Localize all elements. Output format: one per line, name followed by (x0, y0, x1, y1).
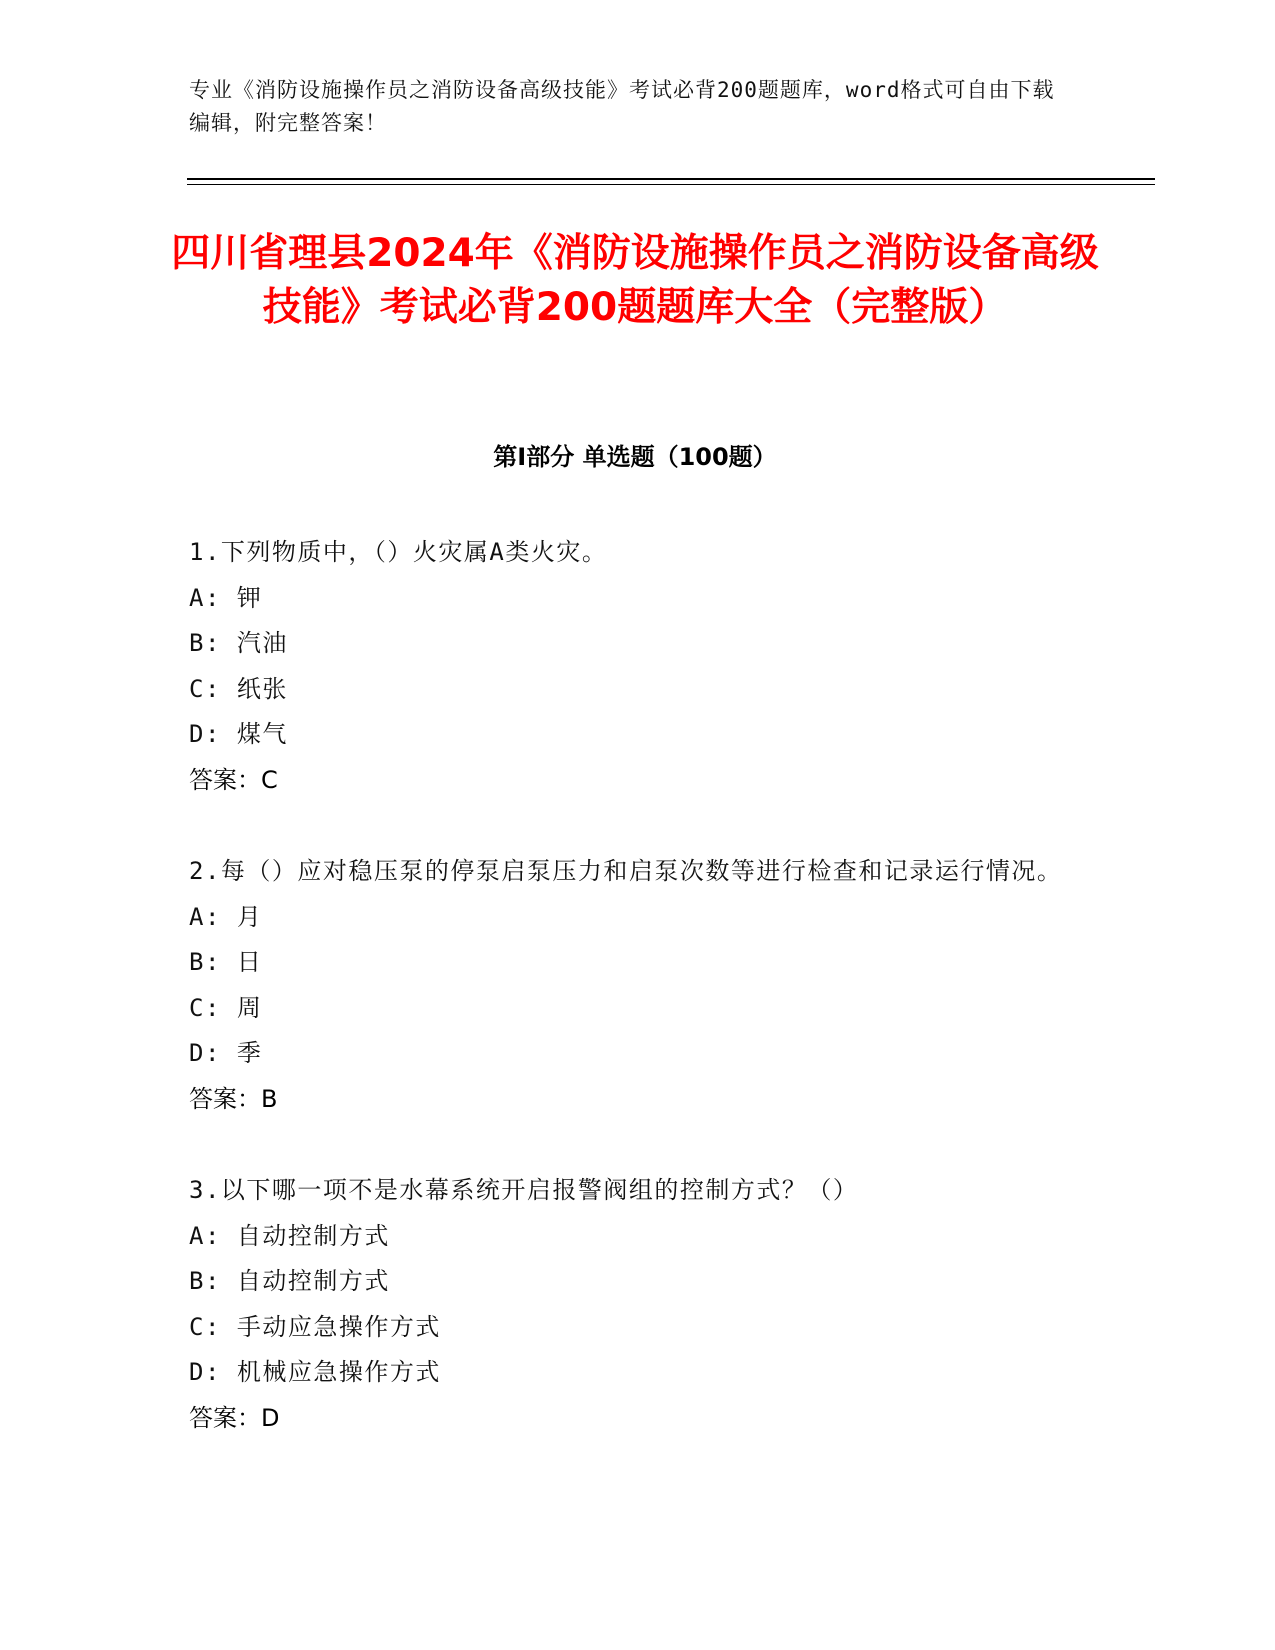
section-heading: 第Ⅰ部分 单选题（100题） (493, 443, 777, 471)
question-answer: 答案：C (189, 765, 278, 794)
question-option-a: A: 钾 (189, 583, 263, 612)
header-divider-thin (187, 184, 1155, 185)
question-option-c: C: 纸张 (189, 674, 288, 703)
question-stem: 3.以下哪一项不是水幕系统开启报警阀组的控制方式？（） (189, 1176, 859, 1204)
question-option-a: A: 月 (189, 902, 263, 931)
question-option-c: C: 周 (189, 993, 263, 1022)
question-item (189, 849, 1069, 1122)
question-stem: 1.下列物质中，（）火灾属A类火灾。 (189, 538, 608, 566)
question-option-a: A: 自动控制方式 (189, 1221, 390, 1250)
question-item (189, 530, 1069, 803)
document-title: 四川省理县2024年《消防设施操作员之消防设备高级技能》考试必背200题题库大全（完整版） (171, 231, 1099, 330)
question-option-c: C: 手动应急操作方式 (189, 1312, 441, 1341)
question-option-d: D: 煤气 (189, 720, 288, 748)
question-item (189, 1168, 1069, 1441)
question-option-b: B: 汽油 (189, 629, 288, 657)
question-stem: 2.每（）应对稳压泵的停泵启泵压力和启泵次数等进行检查和记录运行情况。 (189, 857, 1063, 885)
header-note: 专业《消防设施操作员之消防设备高级技能》考试必背200题题库，word格式可自由下载编辑，附完整答案！ (189, 78, 1055, 135)
question-answer: 答案：B (189, 1084, 278, 1113)
question-option-b: B: 自动控制方式 (189, 1267, 390, 1295)
question-list (189, 530, 1069, 1487)
question-option-d: D: 季 (189, 1039, 263, 1067)
question-option-b: B: 日 (189, 948, 263, 976)
question-answer: 答案：D (189, 1403, 280, 1432)
question-option-d: D: 机械应急操作方式 (189, 1358, 441, 1386)
header-divider-thick (187, 178, 1155, 180)
